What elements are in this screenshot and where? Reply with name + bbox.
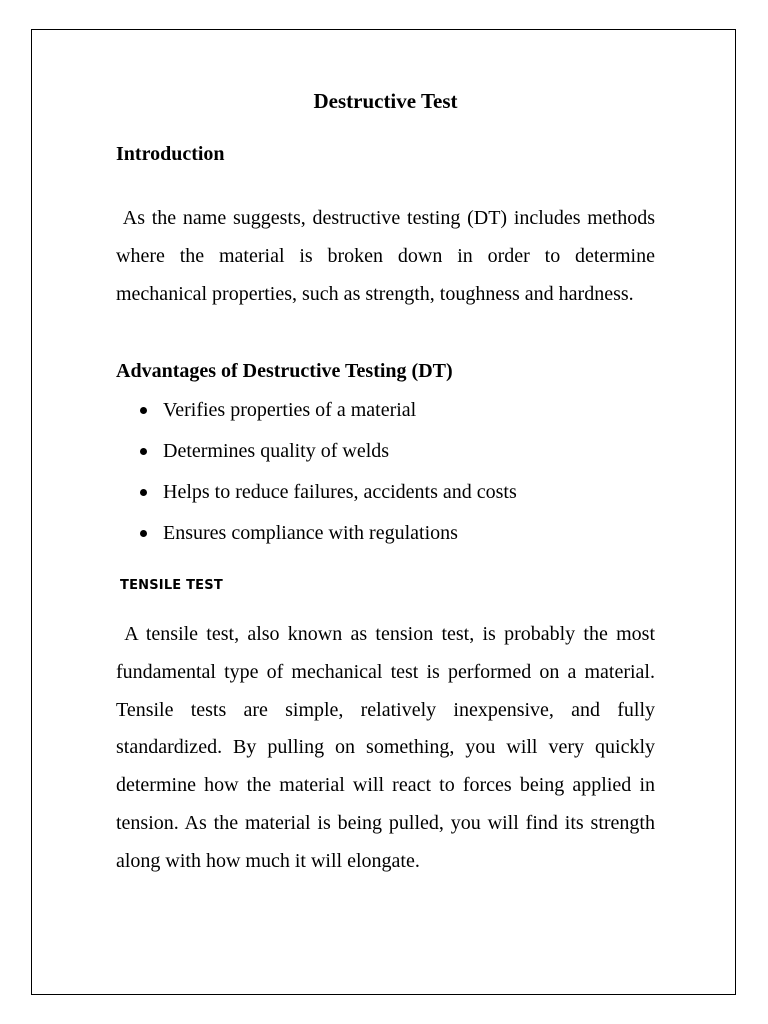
advantages-heading: Advantages of Destructive Testing (DT): [116, 360, 453, 382]
list-item: [136, 437, 636, 478]
list-item: [136, 519, 636, 560]
bullet-icon: [140, 448, 147, 455]
tensile-test-paragraph: A tensile test, also known as tension test, is probably the most fundamental type of mechanical test is performed on a material. Tensile tests are simple, relatively inexpensive, and fully standardized. By pulling on something, you will very quickly determine how the material will react to forces being applied in tension. As the material is being pulled, you will find its strength along with how much it will elongate.: [116, 623, 655, 872]
list-item-text: Ensures compliance with regulations: [163, 522, 458, 544]
advantages-list: [136, 396, 636, 560]
list-item-text: Verifies properties of a material: [163, 399, 417, 421]
bullet-icon: [140, 489, 147, 496]
tensile-test-heading: TENSILE TEST: [120, 578, 223, 593]
list-item: [136, 478, 636, 519]
list-item-text: Helps to reduce failures, accidents and costs: [163, 481, 517, 503]
list-item-text: Determines quality of welds: [163, 440, 390, 462]
bullet-icon: [140, 530, 147, 537]
introduction-heading: Introduction: [116, 143, 225, 165]
list-item: [136, 396, 636, 437]
bullet-icon: [140, 407, 147, 414]
document-title: Destructive Test: [313, 89, 458, 113]
introduction-paragraph: As the name suggests, destructive testing (DT) includes methods where the material is broken down in order to determine mechanical properties, such as strength, toughness and hardness.: [116, 207, 655, 305]
